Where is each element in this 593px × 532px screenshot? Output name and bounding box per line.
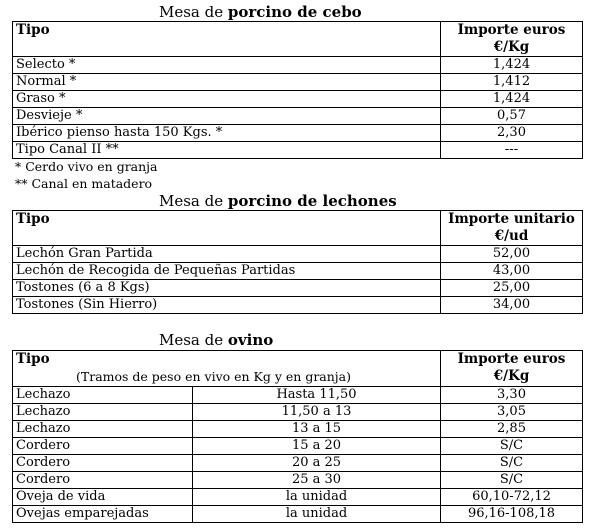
lechones-cell-importe: 34,00 [441, 297, 583, 314]
cebo-cell-tipo: Ibérico pienso hasta 150 Kgs. * [13, 125, 441, 142]
table-row [13, 280, 583, 297]
ovino-cell-importe: S/C [441, 438, 583, 455]
ovino-cell-tipo: Lechazo [13, 404, 193, 421]
ovino-cell-importe: S/C [441, 472, 583, 489]
table-row [13, 506, 583, 523]
table-row [13, 472, 583, 489]
ovino-cell-tipo: Lechazo [13, 421, 193, 438]
table-row [13, 74, 583, 91]
ovino-header-tipo [13, 351, 441, 387]
table-row [13, 421, 583, 438]
table-row [13, 297, 583, 314]
cebo-cell-importe: 1,412 [441, 74, 583, 91]
lechones-header-row [13, 211, 583, 246]
table-row [13, 91, 583, 108]
ovino-header-row [13, 351, 583, 387]
cebo-header-tipo: Tipo [13, 22, 441, 57]
ovino-caption-prefix: Mesa de [159, 331, 228, 349]
cebo-caption-prefix: Mesa de [159, 3, 228, 21]
ovino-cell-tipo: Ovejas emparejadas [13, 506, 193, 523]
cebo-header-importe [441, 22, 583, 57]
table-row [13, 438, 583, 455]
cebo-table [12, 21, 583, 159]
lechones-cell-tipo: Tostones (6 a 8 Kgs) [13, 280, 441, 297]
cebo-header-importe-1: Importe euros [457, 22, 566, 38]
lechones-table [12, 210, 583, 314]
lechones-caption-prefix: Mesa de [159, 192, 228, 210]
cebo-note-1: * Cerdo vivo en granja [15, 159, 158, 174]
cebo-cell-tipo: Tipo Canal II ** [13, 142, 441, 159]
ovino-header-importe [441, 351, 583, 387]
cebo-header-row [13, 22, 583, 57]
ovino-cell-tramo: 11,50 a 13 [193, 404, 441, 421]
cebo-cell-importe: 0,57 [441, 108, 583, 125]
ovino-table [12, 350, 583, 523]
lechones-header-importe-2: €/ud [494, 228, 529, 244]
lechones-cell-importe: 52,00 [441, 246, 583, 263]
cebo-caption [159, 3, 362, 21]
lechones-cell-importe: 43,00 [441, 263, 583, 280]
lechones-cell-tipo: Lechón de Recogida de Pequeñas Partidas [13, 263, 441, 280]
cebo-cell-importe: 1,424 [441, 57, 583, 74]
cebo-cell-tipo: Desvieje * [13, 108, 441, 125]
lechones-header-tipo: Tipo [13, 211, 441, 246]
ovino-cell-importe: 60,10-72,12 [441, 489, 583, 506]
cebo-cell-tipo: Graso * [13, 91, 441, 108]
ovino-cell-importe: 3,30 [441, 387, 583, 404]
ovino-cell-tramo: la unidad [193, 489, 441, 506]
ovino-cell-tramo: 15 a 20 [193, 438, 441, 455]
ovino-header-importe-2: €/Kg [493, 368, 530, 384]
table-row [13, 108, 583, 125]
ovino-cell-tramo: la unidad [193, 506, 441, 523]
ovino-header-subtitle: (Tramos de peso en vivo en Kg y en granja) [76, 369, 352, 384]
lechones-cell-tipo: Lechón Gran Partida [13, 246, 441, 263]
ovino-cell-tipo: Cordero [13, 438, 193, 455]
ovino-cell-importe: S/C [441, 455, 583, 472]
cebo-cell-importe: 1,424 [441, 91, 583, 108]
ovino-cell-importe: 3,05 [441, 404, 583, 421]
table-row [13, 246, 583, 263]
ovino-cell-tipo: Cordero [13, 472, 193, 489]
ovino-cell-tramo: 13 a 15 [193, 421, 441, 438]
table-row [13, 387, 583, 404]
ovino-cell-tipo: Oveja de vida [13, 489, 193, 506]
cebo-note-2: ** Canal en matadero [15, 176, 153, 191]
lechones-cell-tipo: Tostones (Sin Hierro) [13, 297, 441, 314]
cebo-cell-tipo: Normal * [13, 74, 441, 91]
cebo-cell-importe: 2,30 [441, 125, 583, 142]
table-row [13, 455, 583, 472]
cebo-caption-bold: porcino de cebo [227, 3, 362, 21]
ovino-cell-tipo: Lechazo [13, 387, 193, 404]
lechones-header-importe-1: Importe unitario [448, 211, 575, 227]
cebo-cell-importe: --- [441, 142, 583, 159]
lechones-header-importe [441, 211, 583, 246]
ovino-cell-tramo: 20 a 25 [193, 455, 441, 472]
ovino-caption-bold: ovino [227, 331, 274, 349]
table-row [13, 263, 583, 280]
ovino-cell-tipo: Cordero [13, 455, 193, 472]
table-row [13, 57, 583, 74]
cebo-cell-tipo: Selecto * [13, 57, 441, 74]
lechones-caption-bold: porcino de lechones [227, 192, 397, 210]
table-row [13, 489, 583, 506]
lechones-cell-importe: 25,00 [441, 280, 583, 297]
ovino-cell-tramo: 25 a 30 [193, 472, 441, 489]
table-row [13, 404, 583, 421]
ovino-header-importe-1: Importe euros [457, 351, 566, 367]
table-row [13, 142, 583, 159]
table-row [13, 125, 583, 142]
ovino-cell-importe: 96,16-108,18 [441, 506, 583, 523]
ovino-cell-importe: 2,85 [441, 421, 583, 438]
ovino-header-tipo-label: Tipo [16, 351, 50, 367]
cebo-header-importe-2: €/Kg [493, 39, 530, 55]
ovino-caption [159, 331, 273, 349]
lechones-caption [159, 192, 397, 210]
ovino-cell-tramo: Hasta 11,50 [193, 387, 441, 404]
